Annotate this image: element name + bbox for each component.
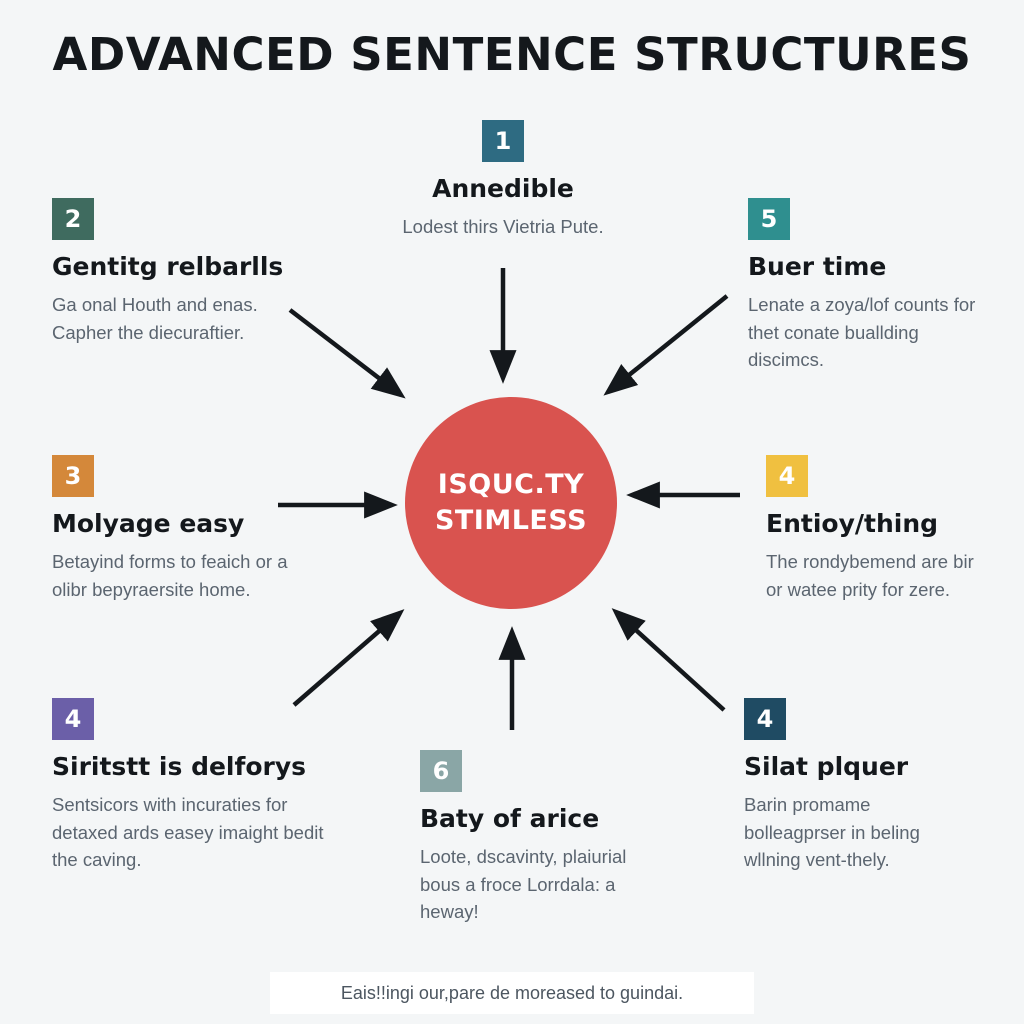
node-6-body: Loote, dscavinty, plaiurial bous a froce Lorrdala: a heway! bbox=[420, 845, 627, 923]
node-6-heading: Baty of arice bbox=[420, 804, 600, 833]
node-4-right-badge: 4 bbox=[766, 455, 808, 497]
node-3[interactable] bbox=[52, 455, 302, 603]
node-4-left[interactable] bbox=[52, 698, 342, 874]
node-2[interactable] bbox=[52, 198, 302, 346]
page-title: ADVANCED SENTENCE STRUCTURES bbox=[52, 28, 972, 81]
node-4-bottom-right-badge: 4 bbox=[744, 698, 786, 740]
footer-text: Eais!!ingi our,pare de moreased to guindai. bbox=[340, 982, 684, 1003]
center-label-line-2: STIMLESS bbox=[434, 505, 588, 536]
footer-caption bbox=[270, 972, 754, 1014]
node-1-body: Lodest thirs Vietria Pute. bbox=[402, 215, 604, 237]
node-1-badge: 1 bbox=[482, 120, 524, 162]
node-6[interactable] bbox=[420, 750, 650, 926]
node-5-body: Lenate a zoya/lof counts for thet conate buallding discimcs. bbox=[748, 293, 976, 371]
node-4-bottom-right-heading: Silat plquer bbox=[744, 752, 909, 781]
node-2-body: Ga onal Houth and enas. Capher the diecuraftier. bbox=[52, 293, 258, 343]
node-4-left-heading: Siritstt is delforys bbox=[52, 752, 307, 781]
center-node bbox=[405, 397, 617, 609]
node-3-body: Betayind forms to feaich or a olibr bepyraersite home. bbox=[52, 550, 288, 600]
node-5[interactable] bbox=[748, 198, 976, 374]
node-2-badge: 2 bbox=[52, 198, 94, 240]
node-2-heading: Gentitg relbarlls bbox=[52, 252, 284, 281]
arrow-from-node-2 bbox=[290, 310, 401, 395]
node-6-badge: 6 bbox=[420, 750, 462, 792]
node-5-heading: Buer time bbox=[748, 252, 887, 281]
node-4-right-heading: Entioy/thing bbox=[766, 509, 939, 538]
node-4-right-body: The rondybemend are bir or watee prity for zere. bbox=[766, 550, 974, 600]
node-4-left-badge: 4 bbox=[52, 698, 94, 740]
node-5-badge: 5 bbox=[748, 198, 790, 240]
arrow-from-node-4-bottom-right bbox=[616, 612, 724, 710]
node-4-left-body: Sentsicors with incuraties for detaxed ards easey imaight bedit the caving. bbox=[52, 793, 324, 871]
node-3-heading: Molyage easy bbox=[52, 509, 245, 538]
arrow-from-node-5 bbox=[608, 296, 727, 392]
node-4-bottom-right-body: Barin promame bolleagprser in beling wllning vent-thely. bbox=[744, 793, 920, 871]
arrow-from-node-4-left bbox=[294, 613, 400, 705]
node-4-right[interactable] bbox=[766, 455, 978, 603]
node-1-heading: Annedible bbox=[432, 174, 574, 203]
center-label-line-1: ISQUC.TY bbox=[437, 468, 585, 500]
node-3-badge: 3 bbox=[52, 455, 94, 497]
node-4-bottom-right[interactable] bbox=[744, 698, 976, 874]
node-1[interactable] bbox=[378, 120, 628, 241]
